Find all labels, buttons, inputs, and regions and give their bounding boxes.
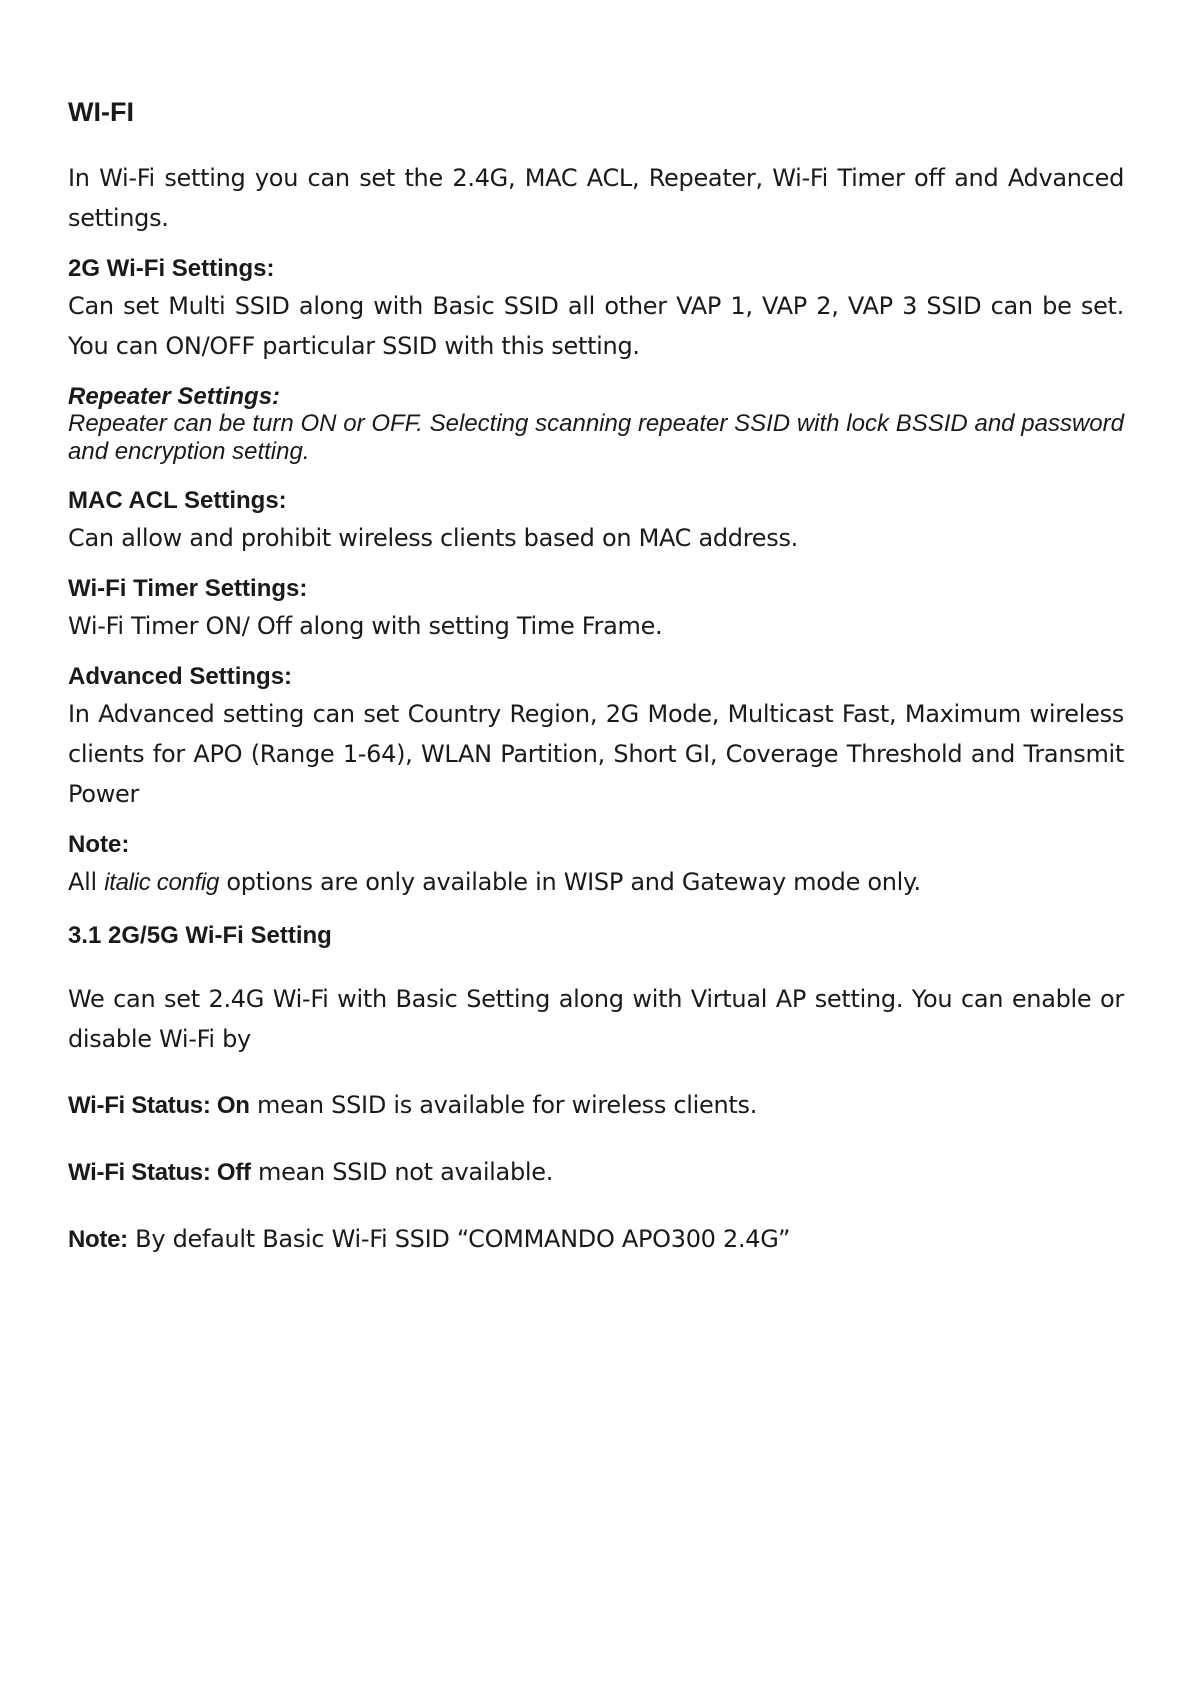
status-on-text: mean SSID is available for wireless clients. — [256, 1091, 758, 1119]
subsection-heading: 3.1 2G/5G Wi-Fi Setting — [68, 922, 332, 949]
status-on-label: Wi-Fi Status: On — [68, 1092, 250, 1119]
section-note — [68, 830, 1124, 903]
subsection-body: We can set 2.4G Wi-Fi with Basic Setting along with Virtual AP setting. You can enable or disable Wi-Fi by — [68, 985, 1124, 1053]
section-body: Can set Multi SSID along with Basic SSID all other VAP 1, VAP 2, VAP 3 SSID can be set. You can ON/OFF particular SSID with this setting. — [68, 292, 1124, 360]
note-suffix: options are only available in WISP and Gateway mode only. — [226, 868, 921, 896]
status-off-line — [68, 1152, 1124, 1193]
section-heading: Repeater Settings: — [68, 383, 281, 410]
status-on-line — [68, 1085, 1124, 1126]
section-heading: Wi-Fi Timer Settings: — [68, 575, 308, 602]
document-page — [68, 92, 1124, 1260]
note-text: By default Basic Wi-Fi SSID “COMMANDO APO300 2.4G” — [135, 1225, 791, 1253]
section-repeater — [68, 384, 1124, 466]
section-wifi-timer — [68, 574, 1124, 646]
section-heading: 2G Wi-Fi Settings: — [68, 255, 275, 282]
note-label: Note: — [68, 1226, 128, 1253]
section-advanced — [68, 662, 1124, 814]
section-body: In Advanced setting can set Country Region, 2G Mode, Multicast Fast, Maximum wireless clients for APO (Range 1-64), WLAN Partition, Short GI, Coverage Threshold and Transmit Power — [68, 700, 1124, 808]
status-off-label: Wi-Fi Status: Off — [68, 1159, 251, 1186]
section-body: Can allow and prohibit wireless clients based on MAC address. — [68, 524, 798, 552]
section-2g-wifi — [68, 254, 1124, 366]
subsection-2g-5g-wifi-setting — [68, 921, 1124, 1260]
page-title: WI-FI — [68, 97, 134, 127]
section-heading: MAC ACL Settings: — [68, 487, 287, 514]
status-off-text: mean SSID not available. — [258, 1158, 554, 1186]
section-heading: Advanced Settings: — [68, 663, 293, 690]
intro-paragraph: In Wi-Fi setting you can set the 2.4G, MAC ACL, Repeater, Wi-Fi Timer off and Advanced settings. — [68, 164, 1124, 232]
note-prefix: All — [68, 868, 97, 896]
default-ssid-note — [68, 1219, 1124, 1260]
note-body — [68, 862, 1124, 903]
section-body: Wi-Fi Timer ON/ Off along with setting Time Frame. — [68, 612, 663, 640]
section-mac-acl — [68, 486, 1124, 558]
section-heading: Note: — [68, 831, 130, 858]
section-body: Repeater can be turn ON or OFF. Selecting scanning repeater SSID with lock BSSID and password and encryption setting. — [68, 410, 1124, 465]
note-italic-text: italic config — [104, 869, 220, 896]
